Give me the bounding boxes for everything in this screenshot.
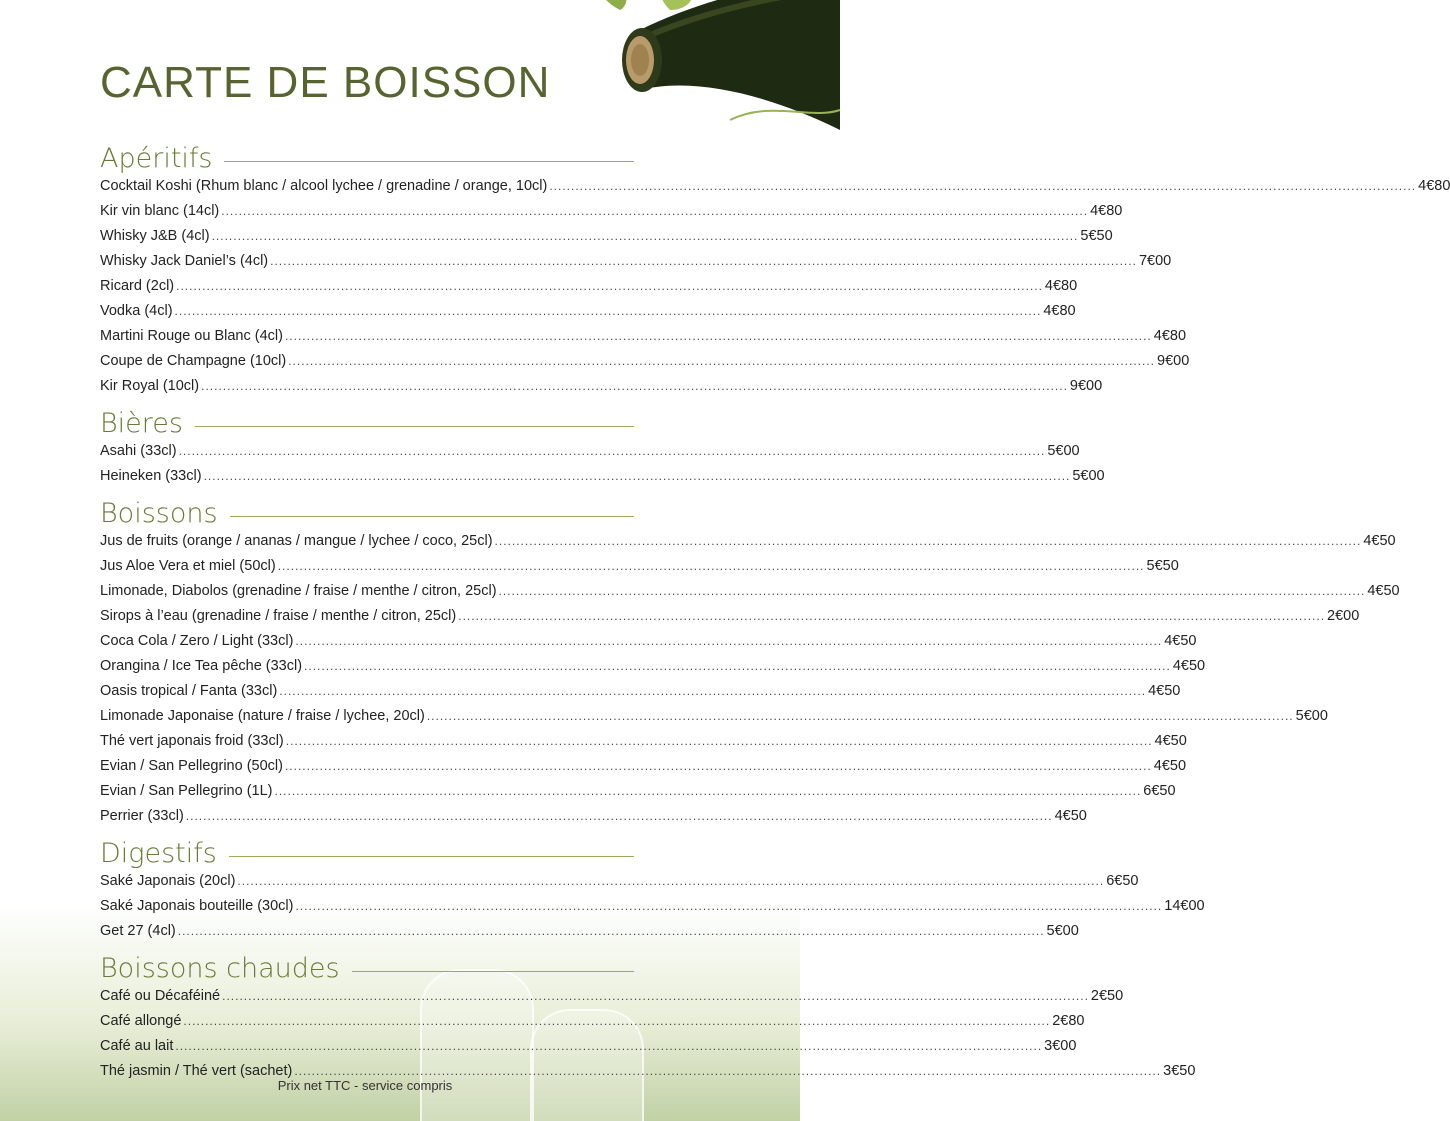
section-title: Digestifs xyxy=(100,837,217,869)
section-title: Boissons xyxy=(100,497,218,529)
menu-item xyxy=(100,583,1400,608)
section-divider xyxy=(229,856,634,857)
section-divider xyxy=(195,426,634,427)
item-price: 4€50 xyxy=(1148,683,1181,699)
item-price: 4€80 xyxy=(1043,303,1076,319)
menu-item xyxy=(100,733,1187,758)
item-price: 4€80 xyxy=(1153,328,1187,344)
item-price: 5€50 xyxy=(1080,228,1113,244)
menu-item xyxy=(100,783,1176,808)
item-name: Kir Royal (10cl) xyxy=(100,378,200,394)
item-name: Oasis tropical / Fanta (33cl) xyxy=(100,683,278,699)
dot-leader: ........................................................................................................................................................................................................ xyxy=(426,709,1294,723)
dot-leader: ........................................................................................................................................................................................................ xyxy=(304,659,1171,673)
item-name: Limonade Japonaise (nature / fraise / lychee, 20cl) xyxy=(100,708,425,724)
dot-leader: ........................................................................................................................................................................................................ xyxy=(284,329,1152,343)
menu-item xyxy=(100,873,1139,898)
menu-item xyxy=(100,923,1079,948)
item-price: 4€80 xyxy=(1090,203,1123,219)
item-name: Get 27 (4cl) xyxy=(100,923,176,939)
item-price: 4€50 xyxy=(1363,533,1396,549)
menu-item xyxy=(100,558,1179,583)
menu-item xyxy=(100,378,1103,403)
item-name: Perrier (33cl) xyxy=(100,808,184,824)
item-name: Evian / San Pellegrino (1L) xyxy=(100,783,273,799)
section-title: Apéritifs xyxy=(100,142,213,174)
item-price: 14€00 xyxy=(1164,898,1205,914)
item-price: 5€00 xyxy=(1072,468,1105,484)
item-name: Vodka (4cl) xyxy=(100,303,173,319)
section-divider xyxy=(224,161,634,162)
drink-menu xyxy=(100,138,1450,1088)
dot-leader: ........................................................................................................................................................................................................ xyxy=(458,609,1326,623)
dot-leader: ........................................................................................................................................................................................................ xyxy=(185,809,1053,823)
dot-leader: ........................................................................................................................................................................................................ xyxy=(177,924,1045,938)
item-price: 5€50 xyxy=(1146,558,1179,574)
menu-item xyxy=(100,988,1124,1013)
dot-leader: ........................................................................................................................................................................................................ xyxy=(294,1064,1162,1078)
dot-leader: ........................................................................................................................................................................................................ xyxy=(174,304,1042,318)
dot-leader: ........................................................................................................................................................................................................ xyxy=(549,179,1417,193)
section-header xyxy=(100,948,640,988)
item-price: 4€80 xyxy=(1044,278,1078,294)
item-price: 4€50 xyxy=(1164,633,1197,649)
menu-item xyxy=(100,1038,1077,1063)
dot-leader: ........................................................................................................................................................................................................ xyxy=(203,469,1071,483)
item-price: 3€00 xyxy=(1044,1038,1077,1054)
item-name: Café ou Décaféiné xyxy=(100,988,221,1004)
dot-leader: ........................................................................................................................................................................................................ xyxy=(288,354,1155,368)
dot-leader: ........................................................................................................................................................................................................ xyxy=(285,734,1153,748)
item-name: Whisky Jack Daniel’s (4cl) xyxy=(100,253,269,269)
menu-item xyxy=(100,758,1187,783)
section-header xyxy=(100,403,640,443)
item-price: 5€00 xyxy=(1047,443,1080,459)
item-name: Thé jasmin / Thé vert (sachet) xyxy=(100,1063,293,1079)
dot-leader: ........................................................................................................................................................................................................ xyxy=(279,684,1147,698)
section-divider xyxy=(230,516,634,517)
item-price: 4€50 xyxy=(1054,808,1087,824)
menu-item xyxy=(100,683,1181,708)
wine-bottle-image xyxy=(580,0,840,130)
item-price: 4€80 xyxy=(1418,178,1450,194)
menu-item xyxy=(100,278,1078,303)
menu-item xyxy=(100,328,1187,353)
dot-leader: ........................................................................................................................................................................................................ xyxy=(175,1039,1043,1053)
menu-item xyxy=(100,708,1328,733)
dot-leader: ........................................................................................................................................................................................................ xyxy=(176,279,1043,293)
page-title: CARTE DE BOISSON xyxy=(100,58,551,107)
item-price: 2€80 xyxy=(1052,1013,1085,1029)
menu-item xyxy=(100,353,1190,378)
item-price: 2€50 xyxy=(1090,988,1124,1004)
item-name: Saké Japonais bouteille (30cl) xyxy=(100,898,294,914)
dot-leader: ........................................................................................................................................................................................................ xyxy=(221,204,1089,218)
item-name: Ricard (2cl) xyxy=(100,278,175,294)
item-name: Jus Aloe Vera et miel (50cl) xyxy=(100,558,276,574)
item-price: 5€00 xyxy=(1295,708,1328,724)
dot-leader: ........................................................................................................................................................................................................ xyxy=(277,559,1145,573)
item-price: 4€50 xyxy=(1153,758,1187,774)
menu-item xyxy=(100,608,1360,633)
item-name: Sirops à l’eau (grenadine / fraise / menthe / citron, 25cl) xyxy=(100,608,457,624)
menu-item xyxy=(100,898,1205,923)
menu-item xyxy=(100,203,1123,228)
dot-leader: ........................................................................................................................................................................................................ xyxy=(498,584,1366,598)
item-name: Café allongé xyxy=(100,1013,182,1029)
item-name: Limonade, Diabolos (grenadine / fraise / menthe / citron, 25cl) xyxy=(100,583,497,599)
dot-leader: ........................................................................................................................................................................................................ xyxy=(211,229,1079,243)
dot-leader: ........................................................................................................................................................................................................ xyxy=(201,379,1068,393)
item-name: Thé vert japonais froid (33cl) xyxy=(100,733,284,749)
footer-note: Prix net TTC - service compris xyxy=(277,1078,453,1093)
item-price: 7€00 xyxy=(1138,253,1172,269)
dot-leader: ........................................................................................................................................................................................................ xyxy=(295,899,1163,913)
dot-leader: ........................................................................................................................................................................................................ xyxy=(183,1014,1051,1028)
item-name: Evian / San Pellegrino (50cl) xyxy=(100,758,283,774)
section-header xyxy=(100,833,640,873)
menu-item xyxy=(100,253,1172,278)
item-name: Coupe de Champagne (10cl) xyxy=(100,353,287,369)
section-divider xyxy=(352,971,634,972)
item-price: 4€50 xyxy=(1172,658,1206,674)
item-name: Coca Cola / Zero / Light (33cl) xyxy=(100,633,294,649)
item-price: 3€50 xyxy=(1163,1063,1196,1079)
item-price: 5€00 xyxy=(1046,923,1079,939)
item-name: Martini Rouge ou Blanc (4cl) xyxy=(100,328,283,344)
item-price: 9€00 xyxy=(1157,353,1190,369)
item-price: 4€50 xyxy=(1154,733,1187,749)
dot-leader: ........................................................................................................................................................................................................ xyxy=(178,444,1046,458)
item-price: 6€50 xyxy=(1106,873,1139,889)
dot-leader: ........................................................................................................................................................................................................ xyxy=(237,874,1105,888)
menu-item xyxy=(100,808,1087,833)
menu-item xyxy=(100,658,1206,683)
dot-leader: ........................................................................................................................................................................................................ xyxy=(274,784,1142,798)
item-price: 2€00 xyxy=(1327,608,1360,624)
item-name: Asahi (33cl) xyxy=(100,443,177,459)
item-name: Kir vin blanc (14cl) xyxy=(100,203,220,219)
section-title: Boissons chaudes xyxy=(100,952,340,984)
menu-item xyxy=(100,443,1080,468)
menu-item xyxy=(100,633,1197,658)
section-header xyxy=(100,493,640,533)
menu-item xyxy=(100,1013,1085,1038)
dot-leader: ........................................................................................................................................................................................................ xyxy=(295,634,1163,648)
dot-leader: ........................................................................................................................................................................................................ xyxy=(222,989,1089,1003)
menu-item xyxy=(100,228,1113,253)
item-name: Orangina / Ice Tea pêche (33cl) xyxy=(100,658,303,674)
item-price: 6€50 xyxy=(1143,783,1176,799)
item-name: Saké Japonais (20cl) xyxy=(100,873,236,889)
item-name: Cocktail Koshi (Rhum blanc / alcool lychee / grenadine / orange, 10cl) xyxy=(100,178,548,194)
menu-item xyxy=(100,533,1396,558)
item-name: Jus de fruits (orange / ananas / mangue / lychee / coco, 25cl) xyxy=(100,533,493,549)
dot-leader: ........................................................................................................................................................................................................ xyxy=(494,534,1362,548)
item-name: Heineken (33cl) xyxy=(100,468,202,484)
item-price: 9€00 xyxy=(1069,378,1103,394)
dot-leader: ........................................................................................................................................................................................................ xyxy=(284,759,1152,773)
section-header xyxy=(100,138,640,178)
item-price: 4€50 xyxy=(1367,583,1400,599)
menu-item xyxy=(100,303,1076,328)
section-title: Bières xyxy=(100,407,183,439)
item-name: Café au lait xyxy=(100,1038,174,1054)
menu-item xyxy=(100,178,1450,203)
item-name: Whisky J&B (4cl) xyxy=(100,228,210,244)
menu-item xyxy=(100,468,1105,493)
dot-leader: ........................................................................................................................................................................................................ xyxy=(270,254,1137,268)
